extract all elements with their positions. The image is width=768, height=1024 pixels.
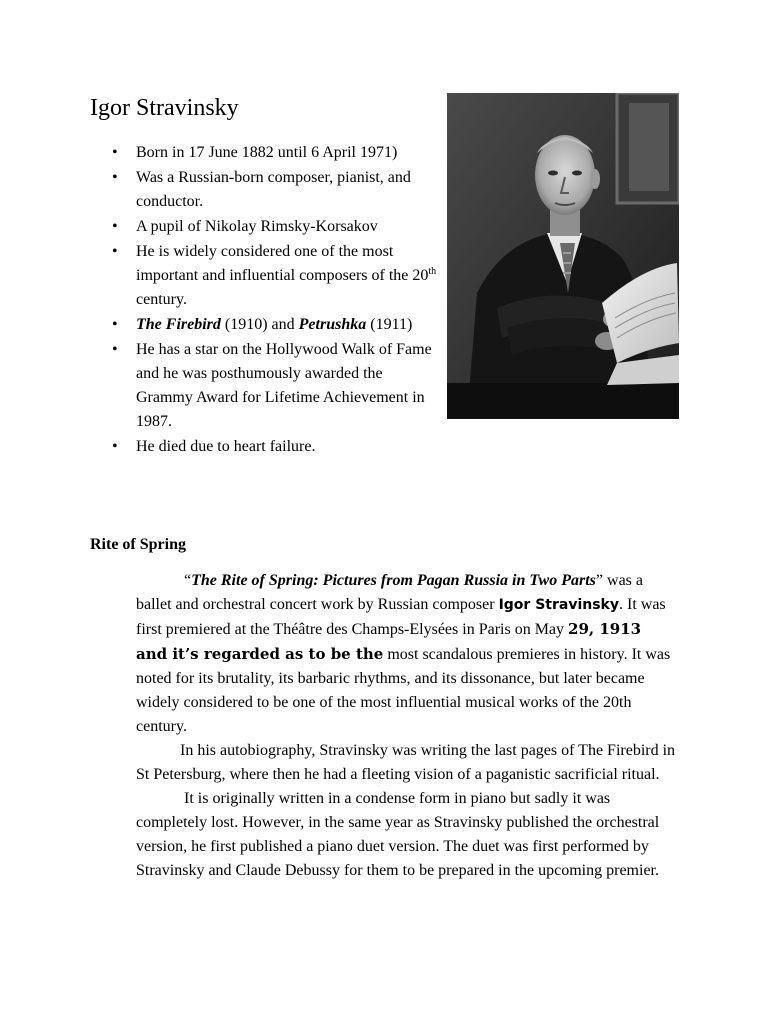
paragraph-text: most scandalous premieres in history. It was noted for its brutality, its barbaric rhythms, and its dissonance, but later became widely considered to be one of the most influential musical works of the 20th century.	[136, 646, 671, 735]
bullet-text: Born in 17 June 1882 until 6 April 1971)	[136, 144, 398, 161]
section-heading: Rite of Spring	[90, 536, 186, 553]
bullet-text: (1910) and	[220, 316, 299, 333]
bullet-text: A pupil of Nikolay Rimsky-Korsakov	[136, 218, 378, 235]
list-item	[112, 435, 442, 459]
list-item	[112, 313, 442, 337]
bullet-text: Was a Russian-born composer, pianist, and conductor.	[136, 169, 411, 210]
paragraph-text: was a ballet and orchestral concert work by Russian composer	[136, 572, 643, 613]
list-item	[112, 215, 442, 239]
article-body	[136, 569, 676, 883]
list-item	[112, 166, 442, 214]
bullet-text: He has a star on the Hollywood Walk of Fame and he was posthumously awarded the Grammy Award for Lifetime Achievement in 1987.	[136, 341, 432, 430]
quote-mark: “	[184, 572, 192, 589]
premiere-date: 29, 1913 and it’s regarded as to be the	[136, 620, 642, 663]
paragraph: It is originally written in a condense form in piano but sadly it was completely lost. However, in the same year as Stravinsky published the orchestral version, he first published a piano duet version. The duet was first performed by Stravinsky and Claude Debussy for them to be prepared in the upcoming premier.	[136, 790, 660, 879]
paragraph: In his autobiography, Stravinsky was writing the last pages of The Firebird in St Petersburg, where then he had a fleeting vision of a paganistic sacrificial ritual.	[136, 742, 676, 783]
list-item	[112, 141, 442, 165]
bullet-text: century.	[136, 291, 187, 308]
superscript: th	[428, 266, 437, 277]
portrait-photo	[447, 93, 679, 419]
list-item	[112, 240, 442, 312]
paragraph	[136, 569, 676, 739]
page-title: Igor Stravinsky	[90, 95, 239, 121]
work-title: Petrushka	[298, 316, 367, 333]
work-title: The Firebird	[136, 316, 221, 333]
work-title: The Rite of Spring: Pictures from Pagan Russia in Two Parts	[191, 572, 596, 589]
bullet-list	[112, 141, 442, 460]
bullet-text: (1911)	[366, 316, 413, 333]
list-item	[112, 338, 442, 434]
composer-name: Igor Stravinsky	[498, 597, 619, 613]
portrait-illustration	[447, 93, 679, 419]
bullet-text: He is widely considered one of the most important and influential composers of the 20	[136, 243, 429, 284]
paragraph-text: . It was first premiered at the Théâtre des Champs-Elysées in Paris on May	[136, 596, 666, 638]
quote-mark: ”	[595, 572, 604, 589]
bullet-text: He died due to heart failure.	[136, 438, 316, 455]
